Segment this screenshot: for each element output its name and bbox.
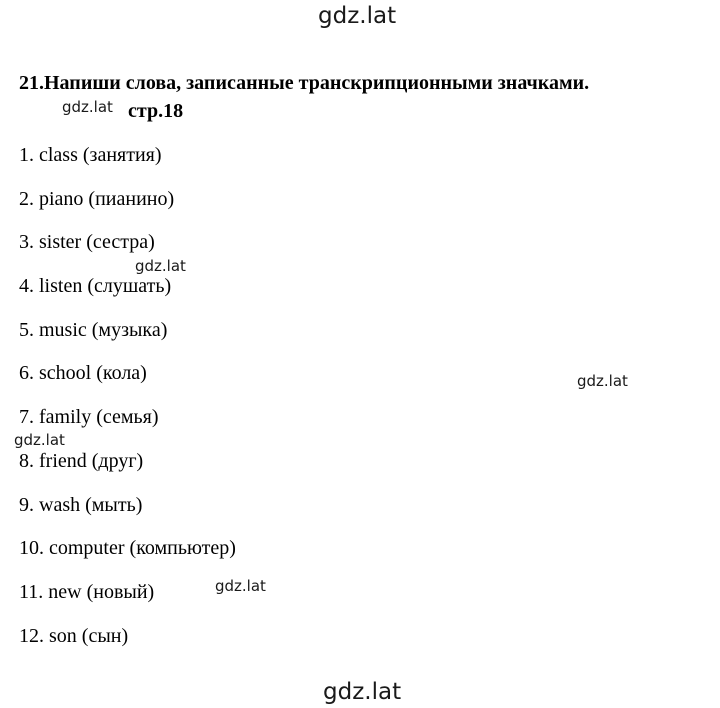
watermark-mid-left: gdz.lat — [135, 257, 186, 275]
watermark-bottom: gdz.lat — [323, 679, 402, 705]
list-item: 11. new (новый) — [19, 580, 155, 603]
exercise-title: 21.Напиши слова, записанные транскрипционными значками. — [19, 72, 590, 94]
list-item: 1. class (занятия) — [19, 144, 162, 166]
list-item: 6. school (кола) — [19, 362, 147, 385]
page-reference: стр.18 — [128, 100, 184, 122]
watermark-right: gdz.lat — [577, 372, 628, 390]
list-item: 4. listen (слушать) — [19, 275, 172, 298]
watermark-left-edge: gdz.lat — [14, 431, 65, 449]
list-item: 7. family (семья) — [19, 406, 159, 429]
list-item: 2. piano (пианино) — [19, 187, 175, 210]
list-item: 10. computer (компьютер) — [19, 537, 236, 560]
watermark-lower: gdz.lat — [215, 577, 266, 595]
list-item: 3. sister (сестра) — [19, 231, 155, 254]
watermark-near-title: gdz.lat — [62, 98, 113, 116]
list-item: 8. friend (друг) — [19, 449, 144, 472]
list-item: 12. son (сын) — [19, 624, 129, 647]
watermark-top: gdz.lat — [318, 3, 397, 29]
word-list — [19, 141, 236, 665]
list-item: 9. wash (мыть) — [19, 493, 143, 516]
list-item: 5. music (музыка) — [19, 318, 168, 341]
